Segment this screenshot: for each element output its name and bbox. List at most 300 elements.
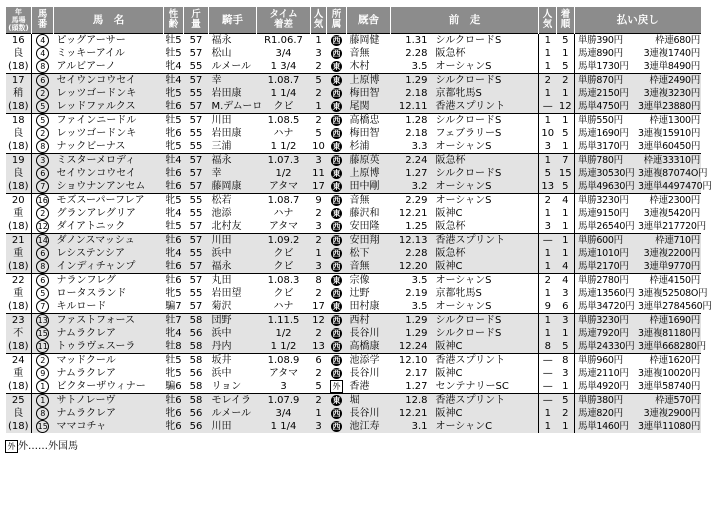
header-horse-name: 馬 名 xyxy=(54,7,164,34)
horse-number: 9 xyxy=(36,367,49,380)
previous-race-cell xyxy=(391,274,539,288)
sex-age: 牡5 xyxy=(165,48,182,59)
trainer: 音無 xyxy=(347,194,391,208)
prev-race-name: 京都牝馬S xyxy=(435,88,482,99)
prev-race-date: 1.27 xyxy=(405,168,428,179)
prev-race-name: 京都牝馬S xyxy=(435,288,482,299)
weight: 55 xyxy=(184,194,209,208)
prev-race-date: 1.25 xyxy=(405,221,428,232)
table-row xyxy=(6,300,701,314)
sex-age: 牝6 xyxy=(165,421,182,432)
payout-cell xyxy=(575,194,701,208)
affiliation-badge: 東 xyxy=(332,302,341,311)
payout-secondary: 3連単23880円 xyxy=(638,101,701,112)
time-margin: 1/2 xyxy=(257,327,311,340)
table-row xyxy=(6,394,701,408)
horse-number-cell xyxy=(32,74,54,88)
horse-number: 6 xyxy=(36,247,49,260)
payout-secondary: 3連複1740円 xyxy=(643,48,700,59)
prev-finish: 2 xyxy=(557,407,575,420)
prev-race-date: 3.5 xyxy=(411,275,428,286)
prev-race-date: 3.5 xyxy=(411,301,428,312)
payout-primary: 馬単2170円 xyxy=(578,261,629,272)
payout-secondary: 枠連4150円 xyxy=(649,275,700,286)
payout-cell xyxy=(575,327,701,340)
trainer: 上原博 xyxy=(347,167,391,180)
trainer: 堀 xyxy=(347,394,391,408)
affiliation-badge: 西 xyxy=(332,369,341,378)
table-row xyxy=(6,380,701,394)
track-condition: 良 xyxy=(13,128,24,139)
prev-race-name: シルクロードS xyxy=(435,315,502,326)
popularity: 2 xyxy=(311,114,327,128)
prev-race-name: 阪神C xyxy=(435,208,463,219)
table-row xyxy=(6,207,701,220)
weight: 58 xyxy=(184,314,209,328)
horse-name: インディチャンプ xyxy=(54,260,164,274)
race-meta-cell xyxy=(6,34,32,74)
affiliation-badge: 東 xyxy=(332,182,341,191)
payout-secondary: 3連複5420円 xyxy=(643,208,700,219)
popularity: 17 xyxy=(312,301,325,312)
header-trainer: 厩舎 xyxy=(347,7,391,34)
prev-race-name: オーシャンS xyxy=(435,275,492,286)
race-year: 16 xyxy=(11,35,25,46)
prev-race-name: オーシャンS xyxy=(435,301,492,312)
sex-age: 牝5 xyxy=(165,195,182,206)
race-year: 25 xyxy=(11,395,25,406)
payout-cell xyxy=(575,74,701,88)
table-row xyxy=(6,47,701,60)
prev-popularity: — xyxy=(539,354,557,368)
affiliation-cell xyxy=(327,127,347,140)
time-margin: アタマ xyxy=(268,368,299,379)
sex-age: 牝5 xyxy=(165,368,182,379)
payout-primary: 馬単34720円 xyxy=(578,301,635,312)
horse-number: 6 xyxy=(36,274,49,287)
prev-race-date: 12.24 xyxy=(398,341,428,352)
trainer: 高橋康 xyxy=(347,340,391,354)
trainer: 池江寿 xyxy=(347,420,391,433)
popularity: 8 xyxy=(311,274,327,288)
trainer: 藤岡健 xyxy=(347,34,391,48)
affiliation-cell xyxy=(327,74,347,88)
affiliation-cell xyxy=(327,154,347,168)
affiliation-badge: 東 xyxy=(332,169,341,178)
prev-popularity: 8 xyxy=(539,340,557,354)
jockey: 坂井 xyxy=(209,354,257,368)
horse-number-cell xyxy=(32,154,54,168)
prev-race-date: 3.5 xyxy=(411,61,428,72)
table-row xyxy=(6,140,701,154)
weight: 55 xyxy=(189,141,203,152)
track-condition: 重 xyxy=(13,208,24,219)
horse-number: 5 xyxy=(36,100,49,113)
payout-primary: 単勝380円 xyxy=(578,395,623,406)
popularity: 2 xyxy=(315,208,322,219)
horse-number-cell xyxy=(32,180,54,194)
table-row xyxy=(6,74,701,88)
horse-number: 8 xyxy=(36,407,49,420)
time-margin: ハナ xyxy=(273,208,294,219)
header-jockey: 騎手 xyxy=(209,7,257,34)
sex-age: 牝4 xyxy=(165,61,182,72)
prev-finish: 12 xyxy=(557,100,575,114)
prev-finish: 2 xyxy=(557,74,575,88)
popularity: 5 xyxy=(311,74,327,88)
prev-race-date: 3.1 xyxy=(411,421,428,432)
time-margin: アタマ xyxy=(257,180,311,194)
payout-primary: 馬連2150円 xyxy=(578,88,629,99)
horse-number: 2 xyxy=(36,354,49,367)
affiliation-badge: 西 xyxy=(332,342,341,351)
prev-finish: 1 xyxy=(562,221,569,232)
weight: 57 xyxy=(184,234,209,248)
prev-race-date: 2.18 xyxy=(405,88,428,99)
prev-race-date: 12.20 xyxy=(398,261,428,272)
time-margin: 1.07.3 xyxy=(257,154,311,168)
table-row xyxy=(6,127,701,140)
horse-name: レッツゴードンキ xyxy=(54,87,164,100)
foreign-mark-icon: 外 xyxy=(5,440,18,453)
prev-race-date: 12.11 xyxy=(398,101,428,112)
time-margin: 1 1/4 xyxy=(257,420,311,433)
affiliation-badge: 西 xyxy=(332,116,341,125)
prev-popularity: 3 xyxy=(539,220,557,234)
popularity: 2 xyxy=(311,87,327,100)
prev-race-name: オーシャンS xyxy=(435,61,492,72)
payout-primary: 馬連7920円 xyxy=(578,328,629,339)
table-row xyxy=(6,194,701,208)
payout-secondary: 枠連680円 xyxy=(655,35,700,46)
horse-number-cell xyxy=(32,114,54,128)
previous-race-cell xyxy=(391,207,539,220)
prev-finish: 4 xyxy=(557,274,575,288)
prev-finish: 1 xyxy=(557,327,575,340)
track-condition: 不 xyxy=(13,328,24,339)
track-condition: 重 xyxy=(13,368,24,379)
popularity: 5 xyxy=(315,128,322,139)
prev-race-name: 阪急杯 xyxy=(435,48,466,59)
payout-cell xyxy=(575,260,701,274)
weight: 57 xyxy=(184,260,209,274)
previous-race-cell xyxy=(391,47,539,60)
previous-race-cell xyxy=(391,167,539,180)
weight: 55 xyxy=(189,128,203,139)
previous-race-cell xyxy=(391,394,539,408)
payout-cell xyxy=(575,180,712,194)
trainer: 音無 xyxy=(347,260,391,274)
horse-name: アルビアーノ xyxy=(56,61,116,72)
affiliation-badge: 西 xyxy=(332,36,341,45)
jockey: M.デムーロ xyxy=(209,100,257,114)
time-margin: 1.08.3 xyxy=(257,274,311,288)
horse-name: グランアレグリア xyxy=(56,208,136,219)
payout-secondary: 枠連710円 xyxy=(655,235,700,246)
previous-race-cell xyxy=(391,287,539,300)
affiliation-cell xyxy=(327,87,347,100)
field-size: (18) xyxy=(7,101,29,112)
race-year: 23 xyxy=(11,315,25,326)
previous-race-cell xyxy=(391,180,539,194)
race-year: 20 xyxy=(11,195,25,206)
payout-primary: 馬単1730円 xyxy=(578,61,629,72)
jockey: 浜中 xyxy=(209,247,257,260)
affiliation-badge: 西 xyxy=(332,316,341,325)
popularity: 2 xyxy=(311,234,327,248)
prev-finish: 5 xyxy=(562,128,569,139)
time-margin: ハナ xyxy=(273,301,294,312)
jockey: ルメール xyxy=(211,61,251,72)
previous-race-cell xyxy=(391,140,539,154)
field-size: (18) xyxy=(7,61,29,72)
weight: 57 xyxy=(184,180,209,194)
prev-finish: 5 xyxy=(562,61,569,72)
prev-race-date: 12.8 xyxy=(405,395,428,406)
affiliation-badge: 西 xyxy=(332,196,341,205)
table-row xyxy=(6,287,701,300)
previous-race-cell xyxy=(391,420,539,433)
payout-secondary: 枠連1690円 xyxy=(649,315,700,326)
header-horse-number: 馬 番 xyxy=(32,7,54,34)
popularity: 3 xyxy=(315,221,322,232)
table-row xyxy=(6,327,701,340)
affiliation-badge: 西 xyxy=(332,409,341,418)
horse-name: ファストフォース xyxy=(54,314,164,328)
affiliation-cell xyxy=(327,34,347,48)
weight: 55 xyxy=(189,61,203,72)
race-meta-cell xyxy=(6,194,32,234)
horse-number-cell xyxy=(32,47,54,60)
table-row xyxy=(6,100,701,114)
affiliation-cell xyxy=(327,180,347,194)
popularity: 3 xyxy=(311,260,327,274)
time-margin: 1.08.7 xyxy=(257,194,311,208)
jockey: 福永 xyxy=(209,260,257,274)
table-row xyxy=(6,114,701,128)
time-margin: クビ xyxy=(257,247,311,260)
prev-finish: 5 xyxy=(557,340,575,354)
prev-finish: 3 xyxy=(562,288,569,299)
horse-number-cell xyxy=(32,354,54,368)
time-margin: ハナ xyxy=(273,128,294,139)
field-size: (18) xyxy=(7,301,29,312)
previous-race-cell xyxy=(391,354,539,368)
horse-number-cell xyxy=(32,100,54,114)
header-time-margin: タイム 着差 xyxy=(257,7,311,34)
payout-primary: 馬単26540円 xyxy=(578,221,635,232)
affiliation-badge: 東 xyxy=(332,102,341,111)
weight: 57 xyxy=(189,301,203,312)
footnote-text: 外……外国馬 xyxy=(18,441,78,452)
popularity: 3 xyxy=(311,420,327,433)
payout-secondary: 3連単58740円 xyxy=(638,381,701,392)
prev-popularity: 1 xyxy=(539,420,557,433)
track-condition: 重 xyxy=(13,248,24,259)
horse-name: レシステンシア xyxy=(54,247,164,260)
payout-cell xyxy=(575,60,701,74)
payout-cell xyxy=(575,407,701,420)
prev-finish: 4 xyxy=(557,194,575,208)
time-margin: 1.09.2 xyxy=(257,234,311,248)
affiliation-cell xyxy=(327,327,347,340)
previous-race-cell xyxy=(391,74,539,88)
weight: 57 xyxy=(184,154,209,168)
prev-race-date: 3.2 xyxy=(411,181,428,192)
table-row xyxy=(6,420,701,433)
prev-race-name: 香港スプリント xyxy=(435,395,506,406)
track-condition: 良 xyxy=(13,168,24,179)
payout-cell xyxy=(575,207,701,220)
horse-number-cell xyxy=(32,340,54,354)
popularity: 6 xyxy=(311,354,327,368)
horse-number-cell xyxy=(32,207,54,220)
weight: 55 xyxy=(189,288,203,299)
affiliation-cell xyxy=(327,260,347,274)
prev-race-date: 1.27 xyxy=(405,381,428,392)
horse-number-cell xyxy=(32,220,54,234)
affiliation-badge: 西 xyxy=(332,156,341,165)
prev-race-date: 2.28 xyxy=(405,248,428,259)
payout-cell xyxy=(575,274,701,288)
race-meta-cell xyxy=(6,74,32,114)
payout-cell xyxy=(575,354,701,368)
prev-popularity: 1 xyxy=(539,34,557,48)
affiliation-cell xyxy=(327,100,347,114)
weight: 57 xyxy=(184,167,209,180)
race-meta-cell xyxy=(6,394,32,434)
horse-name: ナムラクレア xyxy=(54,407,164,420)
previous-race-cell xyxy=(391,247,539,260)
prev-finish: 1 xyxy=(562,141,569,152)
payout-primary: 馬単4920円 xyxy=(578,381,629,392)
sex-age: 牝4 xyxy=(165,328,182,339)
horse-name: ロータスランド xyxy=(56,288,127,299)
horse-name: ダノンスマッシュ xyxy=(54,234,164,248)
horse-number-cell xyxy=(32,167,54,180)
prev-race-name: フェブラリーS xyxy=(435,128,502,139)
horse-number-cell xyxy=(32,367,54,380)
prev-race-name: 阪神C xyxy=(435,341,463,352)
horse-name: ビクターザウィナー xyxy=(56,381,146,392)
affiliation-cell xyxy=(327,194,347,208)
prev-finish: 1 xyxy=(557,234,575,248)
payout-cell xyxy=(575,420,701,433)
jockey: モレイラ xyxy=(209,394,257,408)
previous-race-cell xyxy=(391,314,539,328)
horse-name: ピッグアーサー xyxy=(54,34,164,48)
jockey: ルメール xyxy=(209,407,257,420)
weight: 58 xyxy=(189,381,203,392)
payout-cell xyxy=(575,220,706,234)
time-margin: クビ xyxy=(273,288,294,299)
table-row xyxy=(6,314,701,328)
horse-number: 8 xyxy=(36,260,49,273)
affiliation-cell xyxy=(327,207,347,220)
horse-number-cell xyxy=(32,314,54,328)
affiliation-cell xyxy=(327,354,347,368)
payout-secondary: 枠連570円 xyxy=(655,395,700,406)
prev-popularity: 2 xyxy=(539,194,557,208)
trainer: 藤原英 xyxy=(347,154,391,168)
jockey: 岩田康 xyxy=(211,128,242,139)
payout-primary: 馬連9150円 xyxy=(578,208,629,219)
prev-race-name: センテナリーSC xyxy=(435,381,509,392)
prev-popularity: 1 xyxy=(539,247,557,260)
affiliation-cell xyxy=(327,394,347,408)
header-sex-age: 性 齢 xyxy=(164,7,184,34)
horse-name: セイウンコウセイ xyxy=(54,74,164,88)
payout-secondary: 3連単9770円 xyxy=(643,261,700,272)
affiliation-badge: 西 xyxy=(332,249,341,258)
prev-race-date: 1.31 xyxy=(405,35,428,46)
horse-number-cell xyxy=(32,247,54,260)
weight: 56 xyxy=(184,407,209,420)
weight: 57 xyxy=(184,34,209,48)
race-year: 19 xyxy=(11,155,25,166)
payout-cell xyxy=(575,127,701,140)
table-row xyxy=(6,60,701,74)
prev-popularity: 1 xyxy=(539,47,557,60)
affiliation-cell xyxy=(327,247,347,260)
previous-race-cell xyxy=(391,154,539,168)
payout-cell xyxy=(575,314,701,328)
previous-race-cell xyxy=(391,327,539,340)
prev-finish: 5 xyxy=(557,180,575,194)
trainer: 田中剛 xyxy=(347,180,391,194)
sex-age: 牡5 xyxy=(165,221,182,232)
payout-secondary: 枠連1620円 xyxy=(649,355,700,366)
time-margin: 1 1/4 xyxy=(257,87,311,100)
affiliation-badge: 東 xyxy=(332,76,341,85)
table-row xyxy=(6,247,701,260)
previous-race-cell xyxy=(391,367,539,380)
header-payout: 払い戻し xyxy=(575,7,701,34)
weight: 58 xyxy=(184,340,209,354)
payout-secondary: 3連複3230円 xyxy=(643,88,700,99)
horse-name: ファインニードル xyxy=(54,114,164,128)
trainer: 安田隆 xyxy=(349,221,380,232)
track-condition: 良 xyxy=(13,408,24,419)
field-size: (18) xyxy=(7,221,29,232)
payout-secondary: 枠連2490円 xyxy=(649,75,700,86)
prev-popularity: 2 xyxy=(539,74,557,88)
prev-race-date: 12.21 xyxy=(398,408,428,419)
prev-finish: 15 xyxy=(557,167,575,180)
prev-race-name: シルクロードS xyxy=(435,328,502,339)
horse-number: 2 xyxy=(36,87,49,100)
horse-number: 8 xyxy=(36,140,49,153)
horse-number-cell xyxy=(32,420,54,433)
horse-name: レッツゴードンキ xyxy=(56,128,137,139)
prev-race-name: 阪神C xyxy=(435,368,463,379)
prev-race-name: シルクロードS xyxy=(435,35,502,46)
popularity: 1 xyxy=(311,407,327,420)
payout-secondary: 3連複87074O円 xyxy=(638,168,708,179)
prev-race-date: 12.21 xyxy=(398,208,428,219)
race-results-table xyxy=(5,7,712,433)
prev-finish: 1 xyxy=(557,87,575,100)
prev-finish: 1 xyxy=(557,114,575,128)
horse-name: ミッキーアイル xyxy=(56,48,125,59)
previous-race-cell xyxy=(391,380,539,394)
field-size: (18) xyxy=(7,181,29,192)
horse-number: 5 xyxy=(36,287,49,300)
affiliation-cell xyxy=(327,340,347,354)
race-meta-cell xyxy=(6,274,32,314)
horse-number: 2 xyxy=(36,127,49,140)
payout-primary: 単勝550円 xyxy=(578,115,623,126)
